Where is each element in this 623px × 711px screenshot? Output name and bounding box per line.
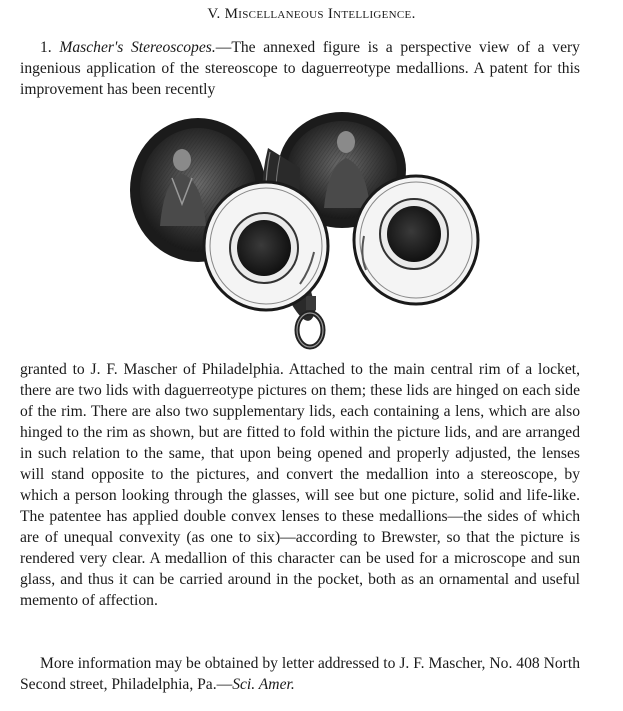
source-citation: Sci. Amer. [232, 676, 295, 693]
left-lens-lid [204, 182, 328, 310]
right-lens-lid [354, 176, 478, 304]
article-body-paragraph: granted to J. F. Mascher of Philadelphia. Attached to the main central rim of a locket, there are two lids with daguerreotype pictures on them; these lids are hinged on each side of the rim. There are also two supplementary lids, each containing a lens, which are also hinged to the rim as shown, but are fitted to fold within the picture lids, and are arranged in such relation to the same, that upon being opened and properly adjusted, the lenses will stand opposite to the pictures, and convert the medallion into a stereoscope, by which a person looking through the glasses, will see but one picture, solid and life-like. The patentee has applied double convex lenses to these medallions—the sides of which are of unequal convexity (as one to six)—according to Brewster, so that the picture is rendered very clear. A medallion of this character can be used for a microscope and sun glass, and thus it can be carried around in the pocket, both as an ornamental and useful memento of affection. [20, 361, 580, 609]
article-title: Mascher's Stereoscopes. [59, 39, 216, 56]
article-closing-paragraph [20, 653, 580, 695]
article-number: 1. [40, 39, 52, 56]
article-intro-paragraph [20, 37, 580, 100]
article-intro-text: —The annexed figure is a perspective view of a very ingenious application of the stereoscope to daguerreotype medallions. A patent for this improvement has been recently [20, 39, 580, 98]
stereoscope-locket-illustration [120, 108, 500, 356]
closing-text: More information may be obtained by letter addressed to J. F. Mascher, No. 408 North Second street, Philadelphia, Pa.— [20, 655, 580, 693]
section-heading: V. Miscellaneous Intelligence. [207, 6, 416, 22]
